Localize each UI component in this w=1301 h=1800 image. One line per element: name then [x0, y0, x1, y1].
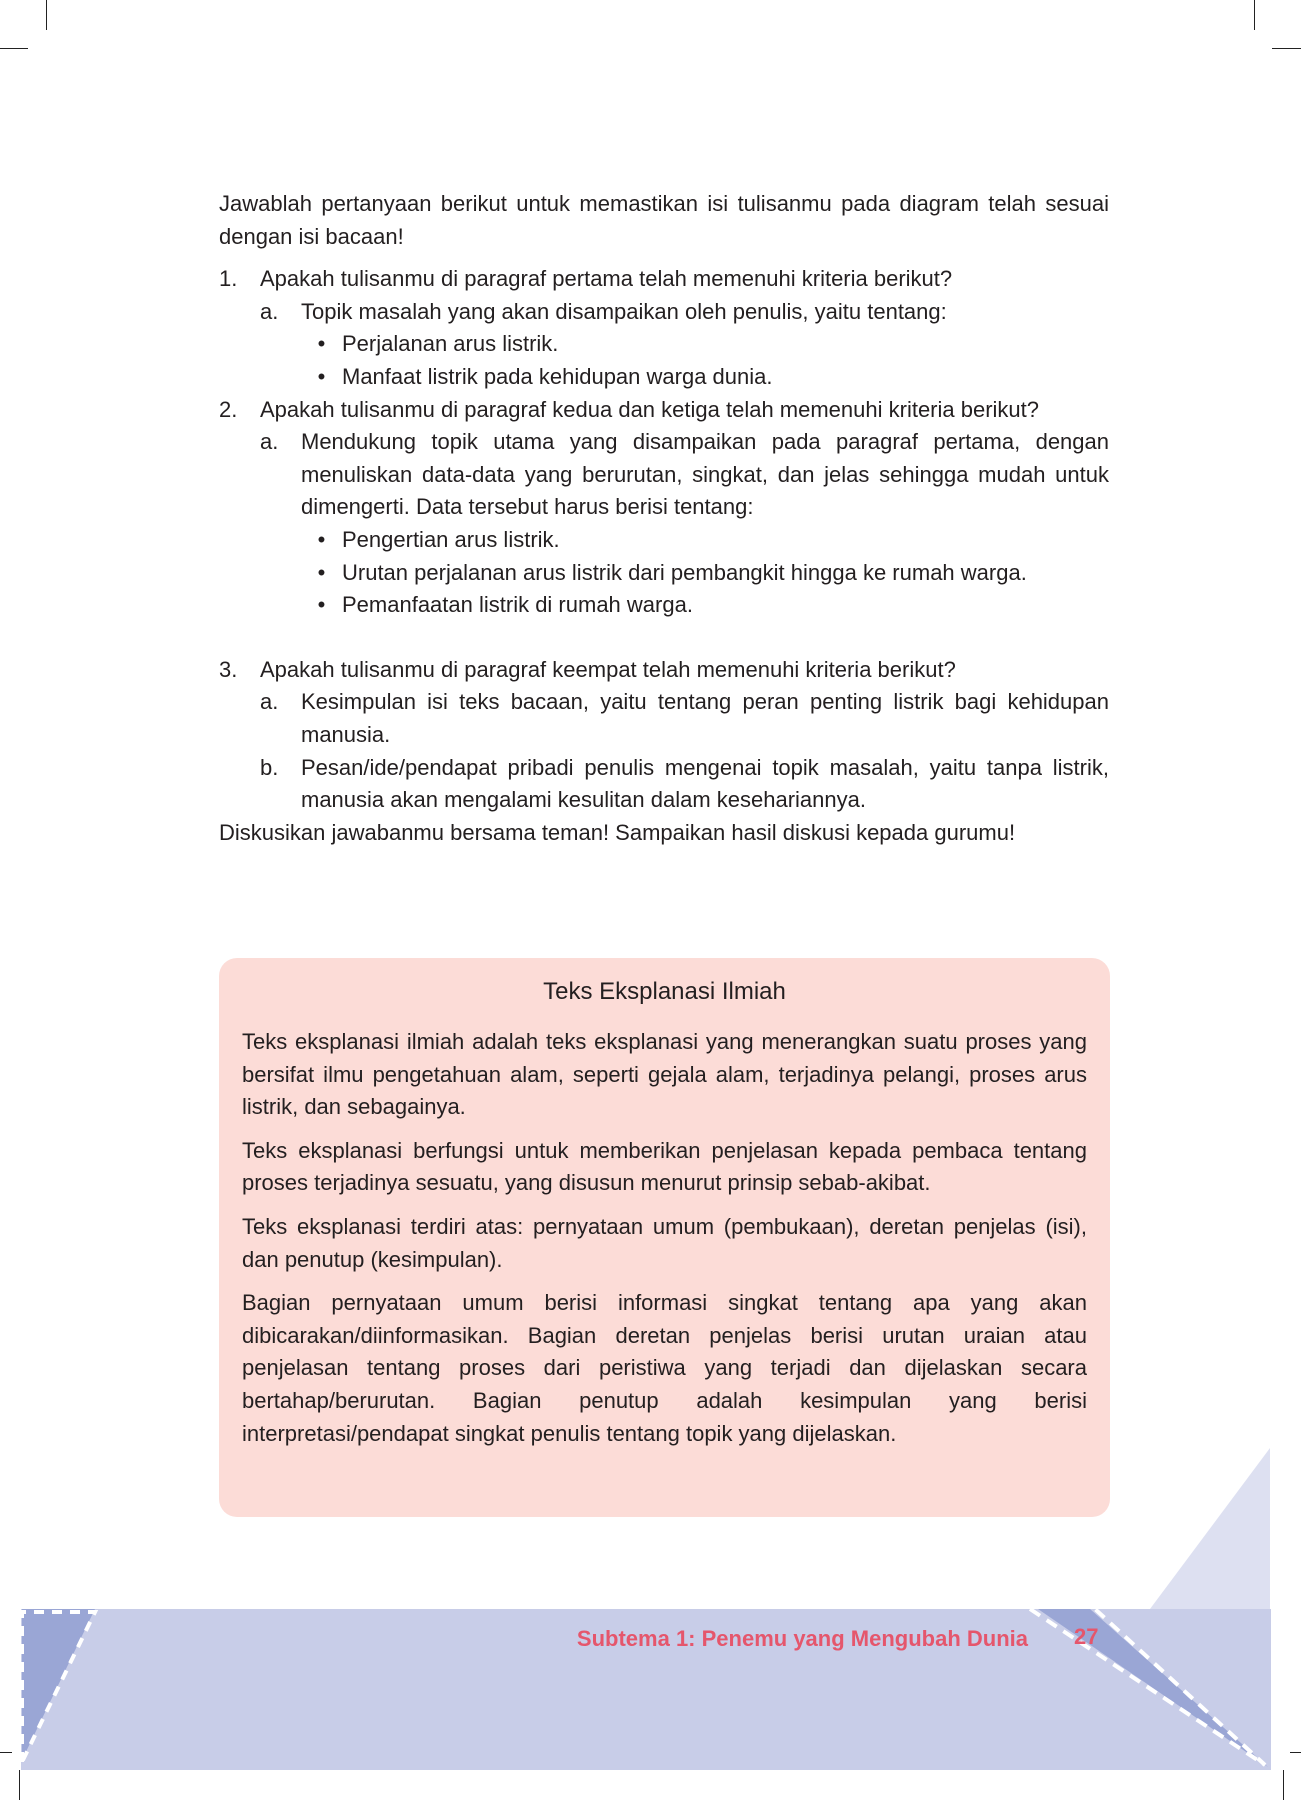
- bullet-text: Pemanfaatan listrik di rumah warga.: [342, 592, 693, 618]
- sub-item-text: Pesan/ide/pendapat pribadi penulis mengenai topik masalah, yaitu tanpa listrik, manusia akan mengalami kesulitan dalam kesehariannya.: [301, 754, 1109, 813]
- question-number: 3.: [219, 656, 238, 682]
- bullet-text: Perjalanan arus listrik.: [342, 331, 559, 357]
- question-number: 2.: [219, 396, 238, 422]
- bullet-icon: •: [317, 592, 326, 618]
- bullet-icon: •: [317, 331, 326, 357]
- bullet-icon: •: [317, 559, 326, 585]
- bullet-icon: •: [317, 526, 326, 552]
- sub-item-text: Kesimpulan isi teks bacaan, yaitu tentang peran penting listrik bagi kehidupan manusia.: [301, 689, 1109, 747]
- bullet-icon: •: [317, 363, 326, 389]
- intro-paragraph: Jawablah pertanyaan berikut untuk memastikan isi tulisanmu pada diagram telah sesuai dengan isi bacaan!: [219, 191, 1109, 249]
- info-box-title: Teks Eksplanasi Ilmiah: [543, 978, 786, 1005]
- question-text: Apakah tulisanmu di paragraf keempat telah memenuhi kriteria berikut?: [260, 656, 956, 682]
- question-number: 1.: [219, 266, 238, 292]
- sub-item-label: b.: [260, 754, 279, 780]
- question-text: Apakah tulisanmu di paragraf kedua dan ketiga telah memenuhi kriteria berikut?: [260, 396, 1040, 422]
- bullet-text: Manfaat listrik pada kehidupan warga dunia.: [342, 363, 773, 389]
- page-number: 27: [1074, 1624, 1099, 1649]
- bullet-text: Pengertian arus listrik.: [342, 526, 560, 552]
- sub-item-label: a.: [260, 689, 279, 715]
- info-paragraph: Bagian pernyataan umum berisi informasi singkat tentang apa yang akan dibicarakan/diinformasikan. Bagian deretan penjelas berisi urutan uraian atau penjelasan tentang proses dari peristiwa yang terjadi dan dijelaskan secara bertahap/berurutan. Bagian penutup adalah kesimpulan yang berisi interpretasi/pendapat singkat penulis tentang topik yang dijelaskan.: [242, 1290, 1087, 1446]
- sub-item-label: a.: [260, 298, 279, 324]
- info-paragraph: Teks eksplanasi terdiri atas: pernyataan umum (pembukaan), deretan penjelas (isi), dan penutup (kesimpulan).: [242, 1213, 1087, 1272]
- bullet-text: Urutan perjalanan arus listrik dari pembangkit hingga ke rumah warga.: [342, 559, 1027, 585]
- footer-subtheme: Subtema 1: Penemu yang Mengubah Dunia: [576, 1626, 1028, 1651]
- footer-light-triangle: [1150, 1448, 1270, 1609]
- sub-item-text: Mendukung topik utama yang disampaikan pada paragraf pertama, dengan menuliskan data-data yang berurutan, singkat, dan jelas sehingga mudah untuk dimengerti. Data tersebut harus berisi tentang:: [301, 429, 1109, 520]
- info-paragraph: Teks eksplanasi ilmiah adalah teks eksplanasi yang menerangkan suatu proses yang bersifat ilmu pengetahuan alam, seperti gejala alam, terjadinya pelangi, proses arus listrik, dan sebagainya.: [242, 1029, 1087, 1120]
- closing-paragraph: Diskusikan jawabanmu bersama teman! Sampaikan hasil diskusi kepada gurumu!: [219, 819, 1016, 845]
- sub-item-text: Topik masalah yang akan disampaikan oleh penulis, yaitu tentang:: [301, 298, 947, 324]
- info-paragraph: Teks eksplanasi berfungsi untuk memberikan penjelasan kepada pembaca tentang proses terjadinya sesuatu, yang disusun menurut prinsip sebab-akibat.: [242, 1137, 1087, 1196]
- question-text: Apakah tulisanmu di paragraf pertama telah memenuhi kriteria berikut?: [260, 266, 953, 292]
- sub-item-label: a.: [260, 429, 279, 455]
